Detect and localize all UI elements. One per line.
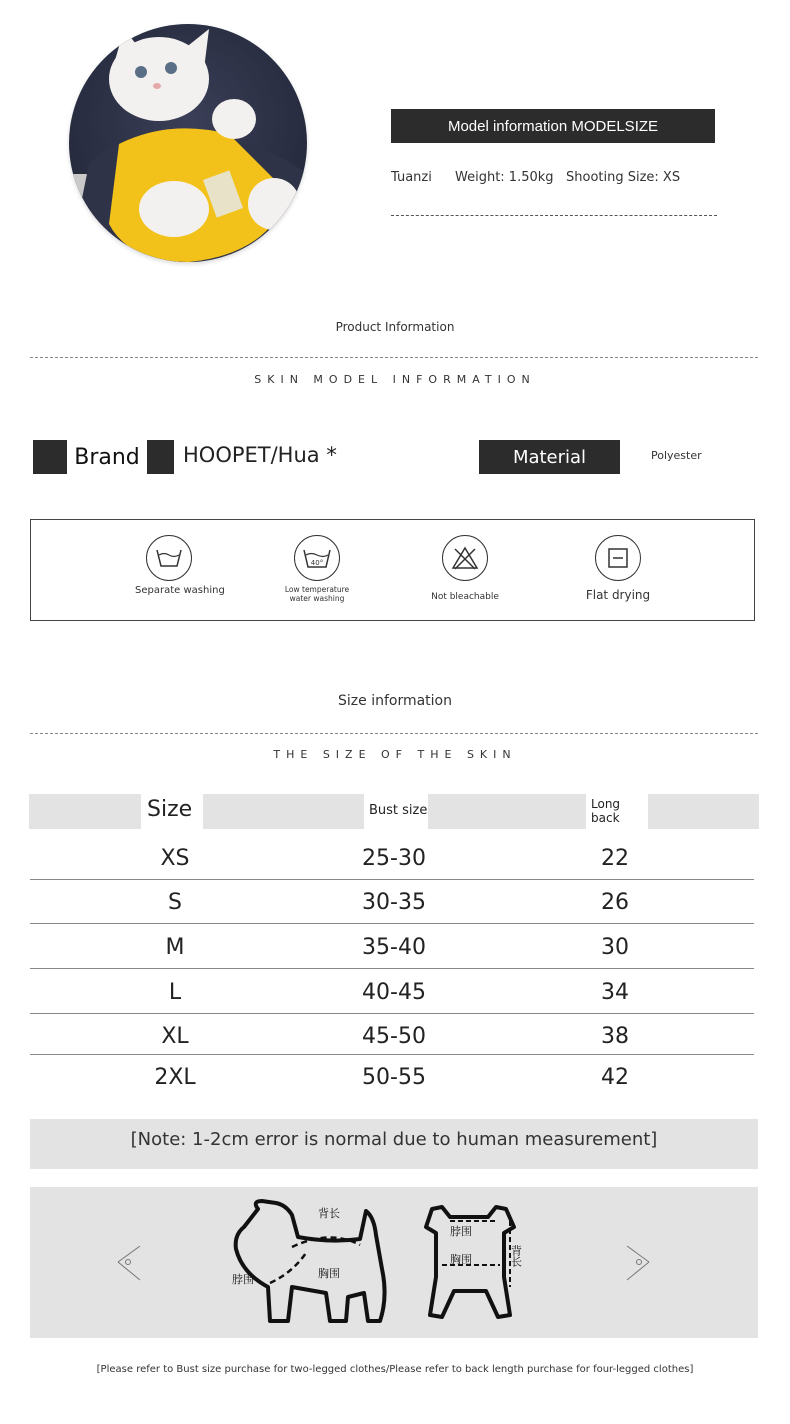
- chest-label: 胸围: [318, 1267, 340, 1280]
- product-info-subtitle: SKIN MODEL INFORMATION: [254, 373, 536, 386]
- brand-value: HOOPET/Hua *: [183, 443, 337, 467]
- table-header-fill: [29, 794, 141, 829]
- back-cell: 38: [601, 1023, 629, 1049]
- not-bleachable-icon: [442, 535, 488, 581]
- care-label: Flat drying: [585, 588, 651, 602]
- care-label: Not bleachable: [431, 592, 499, 602]
- size-info-subtitle: THE SIZE OF THE SKIN: [273, 748, 517, 761]
- model-cat-photo: [69, 24, 307, 262]
- back-cell: 26: [601, 889, 629, 915]
- purchase-guide-note: [Please refer to Bust size purchase for two-legged clothes/Please refer to back length purchase for four-legged clothes]: [96, 1364, 694, 1375]
- table-header-long-back: Long back: [591, 797, 621, 825]
- table-header-size: Size: [147, 797, 193, 822]
- dog-outline-icon: [236, 1201, 385, 1321]
- model-info-header-text: Model information MODELSIZE: [447, 117, 659, 135]
- table-header-fill: [648, 794, 759, 829]
- table-row: [30, 880, 754, 924]
- care-item-low-temperature: [257, 535, 377, 603]
- model-name: Tuanzi: [391, 170, 432, 185]
- care-label: Separate washing: [135, 585, 225, 596]
- separate-washing-icon: [146, 535, 192, 581]
- table-row: [30, 1055, 754, 1099]
- measurement-diagram: [30, 1187, 758, 1338]
- table-row: [30, 925, 754, 969]
- chest-label: 胸围: [450, 1253, 472, 1266]
- back-length-vertical-label: 背长: [509, 1245, 523, 1267]
- low-temperature-wash-icon: [294, 535, 340, 581]
- table-header-fill: [203, 794, 364, 829]
- size-cell: L: [168, 979, 182, 1005]
- next-arrow-icon: [627, 1246, 649, 1280]
- model-weight: Weight: 1.50kg: [455, 170, 554, 185]
- size-cell: S: [168, 889, 182, 915]
- bust-cell: 40-45: [362, 979, 426, 1005]
- measurement-diagram-svg: [30, 1187, 758, 1338]
- care-label: Low temperature water washing: [284, 585, 350, 603]
- material-label: Material: [479, 440, 620, 474]
- size-cell: 2XL: [154, 1064, 196, 1090]
- care-item-separate-washing: [109, 535, 229, 597]
- bust-cell: 50-55: [362, 1064, 426, 1090]
- flat-drying-icon: [595, 535, 641, 581]
- divider: [30, 357, 758, 358]
- wash-temperature-badge: 40°: [310, 559, 324, 567]
- back-cell: 30: [601, 934, 629, 960]
- bust-cell: 25-30: [362, 845, 426, 871]
- product-info-title: Product Information: [335, 320, 455, 334]
- size-cell: XL: [161, 1023, 189, 1049]
- bust-cell: 35-40: [362, 934, 426, 960]
- divider: [391, 215, 717, 216]
- bust-cell: 45-50: [362, 1023, 426, 1049]
- brand-label: Brand: [67, 440, 147, 474]
- model-info-header: [391, 109, 715, 143]
- care-instructions-panel: [30, 519, 755, 621]
- neck-label: 脖围: [232, 1273, 254, 1286]
- size-cell: XS: [160, 845, 190, 871]
- care-item-flat-drying: [558, 535, 678, 601]
- table-header-fill: [428, 794, 586, 829]
- table-header-bust: Bust size: [369, 803, 428, 818]
- material-value: Polyester: [651, 449, 702, 462]
- back-cell: 22: [601, 845, 629, 871]
- back-cell: 42: [601, 1064, 629, 1090]
- model-shooting-size: Shooting Size: XS: [566, 170, 681, 185]
- bust-cell: 30-35: [362, 889, 426, 915]
- table-row: [30, 1014, 754, 1058]
- care-item-not-bleachable: [405, 535, 525, 603]
- divider: [30, 733, 758, 734]
- prev-arrow-icon: [118, 1246, 140, 1280]
- size-cell: M: [165, 934, 185, 960]
- neck-label: 脖围: [450, 1225, 472, 1238]
- cat-illustration: [69, 24, 307, 262]
- measurement-note: [Note: 1-2cm error is normal due to human measurement]: [30, 1119, 758, 1169]
- table-row: [30, 970, 754, 1014]
- size-info-title: Size information: [338, 693, 452, 709]
- back-cell: 34: [601, 979, 629, 1005]
- back-length-label: 背长: [318, 1207, 340, 1220]
- table-row: [30, 836, 754, 880]
